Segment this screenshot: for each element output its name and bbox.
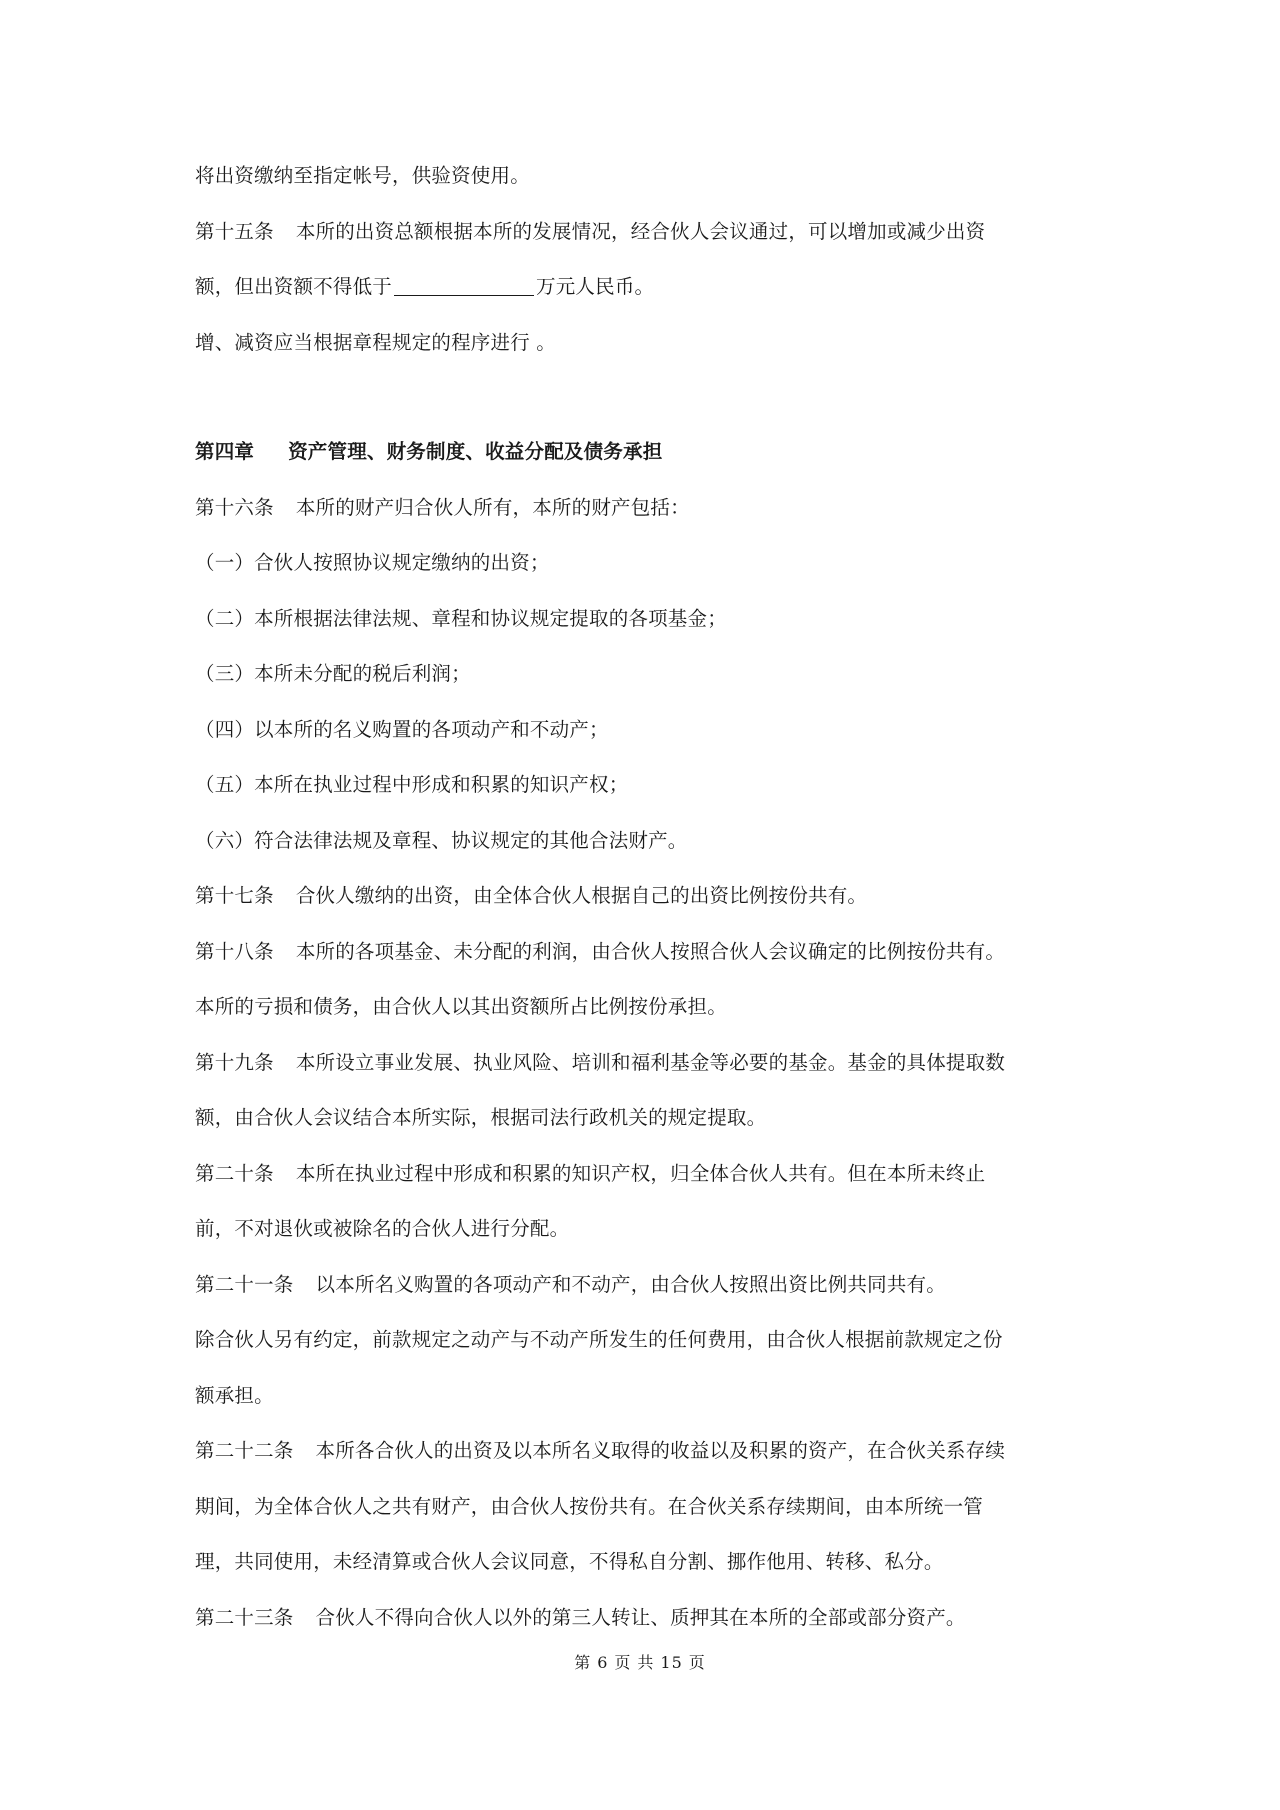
paragraph-line: 期间，为全体合伙人之共有财产，由合伙人按份共有。在合伙关系存续期间，由本所统一管 (195, 1494, 984, 1518)
article-18 (195, 924, 1095, 980)
article-19 (195, 1035, 1095, 1091)
paragraph-line: 增、减资应当根据章程规定的程序进行 。 (195, 330, 556, 354)
chapter-number: 第四章 (195, 440, 255, 463)
paragraph-line: 将出资缴纳至指定帐号，供验资使用。 (195, 164, 530, 187)
chapter-heading (195, 424, 1095, 480)
article-number: 第十五条 (195, 219, 274, 243)
article-20 (195, 1146, 1095, 1202)
article-17 (195, 868, 1095, 924)
list-item: （五）本所在执业过程中形成和积累的知识产权； (195, 773, 629, 796)
line-text: 额，但出资额不得低于 (195, 275, 393, 298)
page-number: 6 (597, 1653, 609, 1672)
paragraph-line: 额，由合伙人会议结合本所实际，根据司法行政机关的规定提取。 (195, 1106, 767, 1129)
article-text: 本所设立事业发展、执业风险、培训和福利基金等必要的基金。基金的具体提取数 (295, 1050, 1006, 1074)
article-number: 第十九条 (195, 1050, 274, 1074)
article-text: 本所的财产归合伙人所有，本所的财产包括： (295, 495, 690, 519)
section-spacer (195, 370, 1095, 424)
article-number: 第二十三条 (195, 1605, 294, 1629)
article-text: 本所的出资总额根据本所的发展情况，经合伙人会议通过，可以增加或减少出资 (295, 219, 986, 243)
paragraph-line: 前，不对退伙或被除名的合伙人进行分配。 (195, 1217, 570, 1240)
paragraph-line: 额承担。 (195, 1383, 274, 1407)
list-item: （二）本所根据法律法规、章程和协议规定提取的各项基金； (195, 606, 727, 630)
article-text: 本所的各项基金、未分配的利润，由合伙人按照合伙人会议确定的比例按份共有。 (295, 939, 1006, 963)
list-item: （一）合伙人按照协议规定缴纳的出资； (195, 551, 550, 574)
total-pages: 15 (660, 1653, 683, 1672)
article-text: 本所各合伙人的出资及以本所名义取得的收益以及积累的资产，在合伙关系存续 (315, 1439, 1006, 1462)
footer-prefix: 第 (574, 1653, 592, 1672)
article-16 (195, 480, 1095, 536)
document-body (195, 148, 1095, 1645)
article-23 (195, 1590, 1095, 1646)
article-number: 第十七条 (195, 884, 274, 907)
article-21 (195, 1257, 1095, 1313)
paragraph-line: 除合伙人另有约定，前款规定之动产与不动产所发生的任何费用，由合伙人根据前款规定之份 (195, 1328, 1003, 1351)
article-text: 合伙人不得向合伙人以外的第三人转让、质押其在本所的全部或部分资产。 (315, 1605, 966, 1629)
list-item: （六）符合法律法规及章程、协议规定的其他合法财产。 (195, 828, 688, 852)
article-22 (195, 1423, 1095, 1479)
article-number: 第十八条 (195, 939, 274, 963)
article-text: 本所在执业过程中形成和积累的知识产权，归全体合伙人共有。但在本所未终止 (295, 1161, 986, 1185)
article-number: 第十六条 (195, 495, 274, 519)
page-footer (0, 1650, 1280, 1673)
footer-page-label: 页 (614, 1653, 632, 1672)
paragraph-line: 本所的亏损和债务，由合伙人以其出资额所占比例按份承担。 (195, 995, 727, 1018)
fill-in-blank (394, 273, 534, 296)
line-text: 万元人民币。 (536, 275, 655, 298)
chapter-title: 资产管理、财务制度、收益分配及债务承担 (288, 440, 663, 463)
list-item: （三）本所未分配的税后利润； (195, 662, 471, 685)
footer-total-label: 共 (637, 1653, 655, 1672)
article-15 (195, 204, 1095, 260)
article-number: 第二十条 (195, 1161, 274, 1185)
article-number: 第二十二条 (195, 1439, 294, 1462)
paragraph-line: 理，共同使用，未经清算或合伙人会议同意，不得私自分割、挪作他用、转移、私分。 (195, 1550, 944, 1573)
article-text: 合伙人缴纳的出资，由全体合伙人根据自己的出资比例按份共有。 (295, 884, 868, 907)
article-text: 以本所名义购置的各项动产和不动产，由合伙人按照出资比例共同共有。 (315, 1272, 946, 1296)
paragraph-line (195, 259, 1095, 315)
article-number: 第二十一条 (195, 1272, 294, 1296)
list-item: （四）以本所的名义购置的各项动产和不动产； (195, 717, 609, 741)
footer-suffix: 页 (688, 1653, 706, 1672)
